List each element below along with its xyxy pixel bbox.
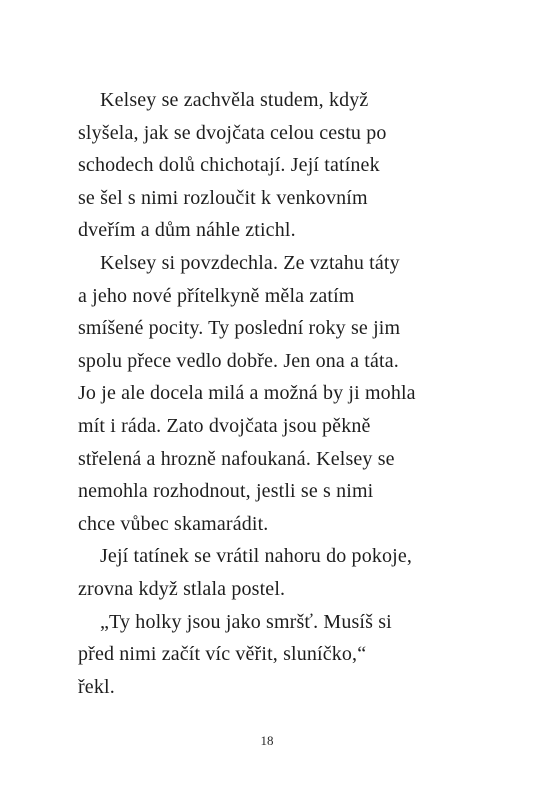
text-line: řekl. xyxy=(78,675,115,698)
text-line: před nimi začít víc věřit, sluníčko,“ xyxy=(78,643,367,666)
text-line: smíšené pocity. Ty poslední roky se jim xyxy=(78,317,401,340)
text-line: slyšela, jak se dvojčata celou cestu po xyxy=(78,121,387,144)
text-line: „Ty holky jsou jako smršť. Musíš si xyxy=(100,610,392,633)
text-line: Kelsey si povzdechla. Ze vztahu táty xyxy=(100,251,400,274)
text-line: nemohla rozhodnout, jestli se s nimi xyxy=(78,480,374,503)
text-line: chce vůbec skamarádit. xyxy=(78,512,269,535)
text-line: spolu přece vedlo dobře. Jen ona a táta. xyxy=(78,349,399,372)
text-line: Kelsey se zachvěla studem, když xyxy=(100,89,369,111)
text-line: schodech dolů chichotají. Její tatínek xyxy=(78,154,380,177)
body-text xyxy=(78,84,498,703)
text-line: zrovna když stlala postel. xyxy=(78,577,286,600)
text-line: Jo je ale docela milá a možná by ji mohla xyxy=(78,382,416,405)
text-line: mít i ráda. Zato dvojčata jsou pěkně xyxy=(78,414,371,437)
page-number: 18 xyxy=(260,733,274,748)
text-line: se šel s nimi rozloučit k venkovním xyxy=(78,186,368,209)
text-line: dveřím a dům náhle ztichl. xyxy=(78,219,296,242)
text-line: a jeho nové přítelkyně měla zatím xyxy=(78,284,355,307)
text-line: střelená a hrozně nafoukaná. Kelsey se xyxy=(78,447,395,470)
text-line: Její tatínek se vrátil nahoru do pokoje, xyxy=(100,545,413,568)
